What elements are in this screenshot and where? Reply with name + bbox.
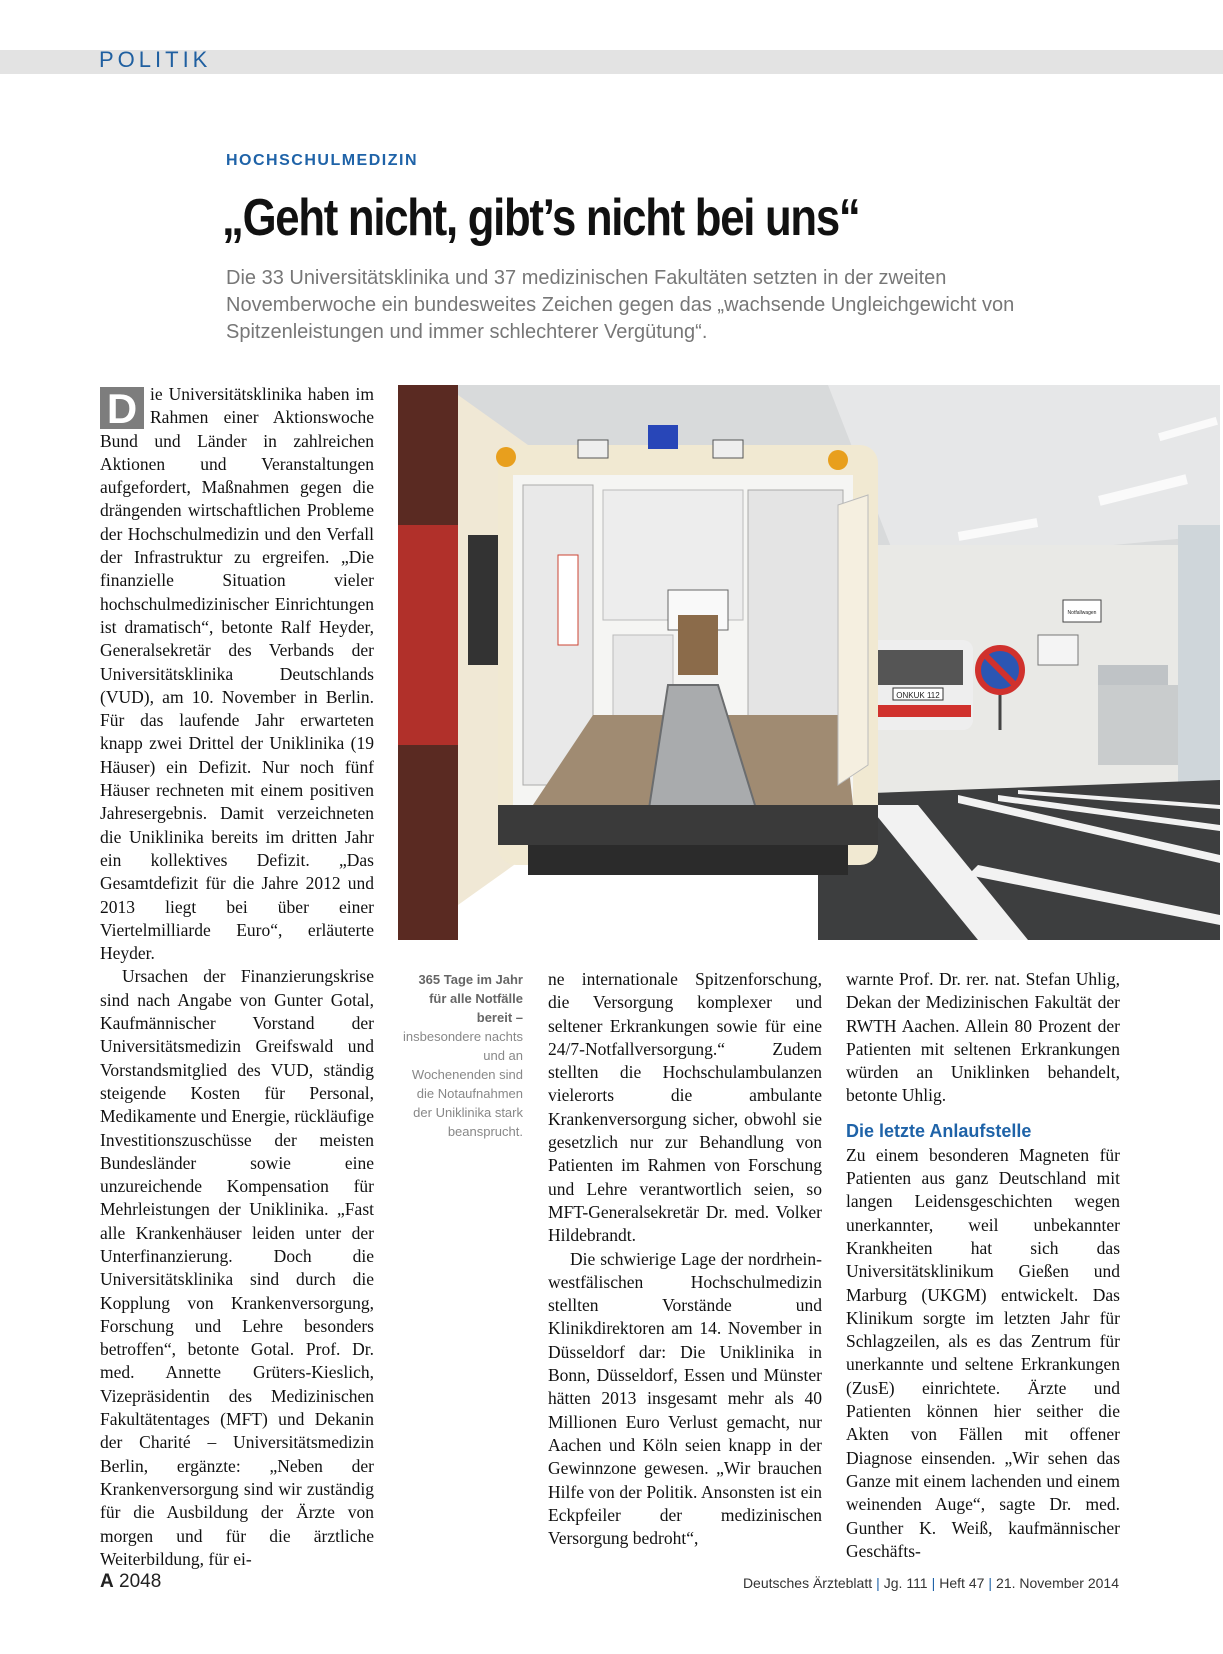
paragraph-text: ie Universitätsklinika haben im Rahmen einer Aktionswoche Bund und Länder in zahlreichen Aktionen und Veranstaltungen aufgefordert, Maßnahmen gegen die drängenden wirtschaftlichen Probleme der Hochschulmedizin und den Verfall der Infrastruktur zu ergreifen. „Die finanzielle Situation vieler hochschulmedizinischer Einrichtungen ist dramatisch“, betonte Ralf Heyder, Generalsekretär des Verbands der Universitätsklinika Deutschlands (VUD), am 10. November in Berlin. Für das laufende Jahr erwarteten knapp zwei Drittel der Uniklinika (19 Häuser) ein Defizit. Nur noch fünf Häuser rechneten mit einem positiven Jahresergebnis. Damit verzeichneten die Uniklinika bereits im dritten Jahr ein kollektives Defizit. „Das Gesamtdefizit für die Jahre 2012 und 2013 liegt bei über einer Viertelmilliarde Euro“, erläuterte Heyder. xyxy=(100,384,374,964)
journal-issue: Heft 47 xyxy=(939,1575,985,1591)
article-lead: Die 33 Universitätsklinika und 37 medizinischen Fakultäten setzten in der zweiten Novemberwoche ein bundesweites Zeichen gegen das „wachsende Ungleichgewicht von Spitzenleistungen und immer schlechterer Vergütung“. xyxy=(226,267,1015,343)
body-paragraph: Ursachen der Finanzierungskrise sind nach Angabe von Gunter Gotal, Kaufmännischer Vorstand der Universitätsmedizin Greifswald und Vorstandsmitglied des VUD, ständig steigende Kosten für Personal, Medikamente und Energie, rückläufige Investitionszuschüsse der meisten Bundesländer sowie eine unzureichende Kompensation für Mehrleistungen der Uniklinika. „Fast alle Krankenhäuser leiden unter der Unterfinanzierung. Doch die Universitätsklinika sind durch die Kopplung von Krankenversorgung, Forschung und Lehre besonders betroffen“, betonte Gotal. Prof. Dr. med. Annette Grüters-Kieslich, Vizepräsidentin des Medizinischen Fakultätentages (MFT) und Dekanin der Charité – Universitätsmedizin Berlin, ergänzte: „Neben der Krankenversorgung sind wir zuständig für die Ausbildung der Ärzte von morgen und für die ärztliche Weiterbildung, für ei- xyxy=(100,966,374,1569)
drop-cap: D xyxy=(100,387,144,429)
body-paragraph: ne internationale Spitzenforschung, die Versorgung komplexer und seltener Erkrankungen sowie für eine 24/7-Notfallversorgung.“ Zudem stellten die Hochschulambulanzen vielerorts die ambulante Krankenversorgung sicher, obwohl sie gesetzlich nur zur Behandlung von Patienten im Rahmen von Forschung und Lehre verantwortlich seien, so MFT-Generalsekretär Dr. med. Volker Hildebrandt. xyxy=(548,969,822,1246)
body-paragraph xyxy=(100,383,374,965)
footer-separator: | xyxy=(931,1575,936,1591)
journal-volume: Jg. 111 xyxy=(883,1575,928,1591)
caption-bold: 365 Tage im Jahr für alle Notfälle bereit – xyxy=(418,972,523,1025)
body-column-4 xyxy=(846,968,1120,1563)
caption-text: insbesondere nachts und an Wochenenden sind die Notaufnahmen der Uniklinika stark beansprucht. xyxy=(403,1029,523,1139)
footer-separator: | xyxy=(988,1575,993,1591)
page-number-value: 2048 xyxy=(119,1571,162,1592)
license-plate: ONKUK 112 xyxy=(896,691,940,700)
page-prefix: A xyxy=(100,1571,114,1592)
ambulance-photo xyxy=(398,385,1220,940)
article-headline: „Geht nicht, gibt’s nicht bei uns“ xyxy=(222,189,860,247)
body-column-1 xyxy=(100,383,374,1571)
journal-name: Deutsches Ärzteblatt xyxy=(742,1575,873,1591)
footer-publication-info xyxy=(743,1575,1119,1591)
body-paragraph: warnte Prof. Dr. rer. nat. Stefan Uhlig, Dekan der Medizinischen Fakultät der RWTH Aachen. Allein 80 Prozent der Patienten mit seltenen Erkrankungen würden an Uniklinken behandelt, betonte Uhlig. xyxy=(846,969,1120,1106)
body-paragraph: Die schwierige Lage der nordrhein-westfälischen Hochschulmedizin stellten Vorstände und Klinikdirektoren am 14. November in Düsseldorf dar: Die Uniklinika in Bonn, Düsseldorf, Essen und Münster hätten 2013 insgesamt mehr als 40 Millionen Euro Verlust gemacht, nur Aachen und Köln seien knapp in der Gewinnzone gewesen. „Wir brauchen Hilfe von der Politik. Ansonsten ist ein Eckpfeiler der medizinischen Versorgung bedroht“, xyxy=(548,1248,822,1549)
photo-caption xyxy=(398,970,523,1141)
wall-sign: Notfallwagen xyxy=(1067,610,1097,616)
section-label: POLITIK xyxy=(99,47,212,72)
issue-date: 21. November 2014 xyxy=(996,1575,1119,1591)
body-paragraph: Zu einem besonderen Magneten für Patienten aus ganz Deutschland mit langen Leidensgeschichten wegen unerkannter, weil unbekannter Krankheiten hat sich das Universitätsklinikum Gießen und Marburg (UKGM) entwickelt. Das Klinikum sorgte im letzten Jahr für Schlagzeilen, als es das Zentrum für unerkannte und seltene Erkrankungen (ZusE) einrichtete. Ärzte und Patienten können hier seither die Akten von Fällen mit offener Diagnose einsenden. „Wir sehen das Ganze mit einem lachenden und einem weinenden Auge“, sagte Dr. med. Gunther K. Weiß, kaufmännischer Geschäfts- xyxy=(846,1144,1120,1561)
section-subhead: Die letzte Anlaufstelle xyxy=(846,1120,1032,1141)
article-kicker: HOCHSCHULMEDIZIN xyxy=(226,152,418,169)
page-number xyxy=(100,1571,161,1593)
footer-separator: | xyxy=(876,1575,880,1591)
body-column-3 xyxy=(548,968,822,1550)
